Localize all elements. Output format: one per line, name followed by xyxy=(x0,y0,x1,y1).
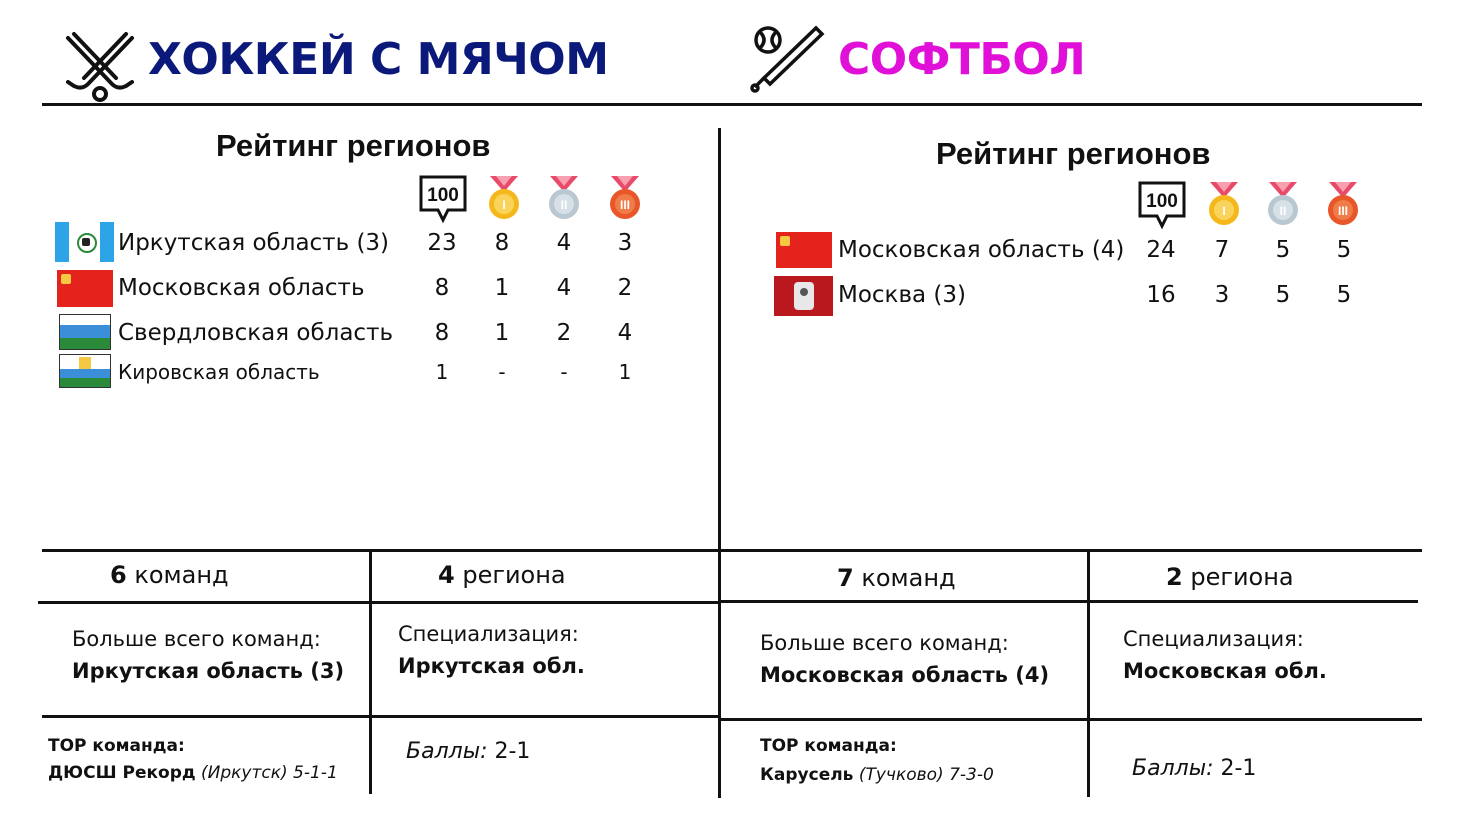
grid-line-low xyxy=(720,718,1422,721)
svg-text:III: III xyxy=(1337,204,1349,218)
right-row-silver: 5 xyxy=(1275,282,1291,308)
right-score-value: 2-1 xyxy=(1220,756,1257,781)
right-top-team-name: Карусель xyxy=(760,765,854,785)
points-100-label: 100 xyxy=(1146,191,1178,212)
left-row-silver: 4 xyxy=(556,230,572,256)
right-spec-label: Специализация: xyxy=(1123,627,1304,651)
right-sport-title: СОФТБОЛ xyxy=(838,34,1086,85)
right-top-team xyxy=(760,765,994,785)
left-row-points: 8 xyxy=(434,275,450,301)
left-spec-value: Иркутская обл. xyxy=(398,654,585,678)
right-teams-number: 7 xyxy=(837,564,854,592)
sverdlovsk-flag-icon xyxy=(59,314,111,350)
bronze-medal-icon xyxy=(605,174,645,224)
left-top-team-city: (Иркутск) 5-1-1 xyxy=(201,763,338,783)
left-row-bronze: 4 xyxy=(617,320,633,346)
left-teams-count xyxy=(110,561,229,589)
left-most-teams-label: Больше всего команд: xyxy=(72,627,321,651)
right-regions-word: региона xyxy=(1190,563,1294,591)
right-top-label: TOP команда: xyxy=(760,736,897,756)
center-divider xyxy=(718,128,721,798)
left-row-gold: 1 xyxy=(494,275,510,301)
svg-text:II: II xyxy=(560,198,568,212)
irkutsk-flag-icon xyxy=(55,222,114,262)
left-row-bronze: 2 xyxy=(617,275,633,301)
right-teams-count xyxy=(837,564,956,592)
left-row-name: Кировская область xyxy=(118,360,320,384)
left-score xyxy=(406,739,530,764)
right-row-silver: 5 xyxy=(1275,237,1291,263)
kirov-flag-icon xyxy=(59,354,111,388)
points-100-icon xyxy=(1137,180,1187,230)
right-most-teams-value: Московская область (4) xyxy=(760,663,1050,687)
left-spec-label: Специализация: xyxy=(398,622,579,646)
bronze-medal-icon xyxy=(1323,180,1363,230)
moscow-flag-icon xyxy=(774,276,833,316)
gold-medal-icon xyxy=(484,174,524,224)
right-row-gold: 3 xyxy=(1214,282,1230,308)
left-regions-count xyxy=(438,561,566,589)
grid-col-divider xyxy=(1087,549,1090,797)
left-row-bronze: 1 xyxy=(618,360,632,384)
header-divider xyxy=(42,103,1422,106)
grid-line-low xyxy=(42,715,720,718)
right-row-points: 16 xyxy=(1146,282,1176,308)
hockey-sticks-icon xyxy=(62,30,138,102)
left-regions-word: региона xyxy=(462,561,566,589)
left-row-gold: - xyxy=(498,360,506,384)
svg-text:II: II xyxy=(1279,204,1287,218)
svg-text:I: I xyxy=(1222,204,1226,218)
right-most-teams-label: Больше всего команд: xyxy=(760,631,1009,655)
left-top-label: TOP команда: xyxy=(48,736,185,756)
silver-medal-icon xyxy=(544,174,584,224)
left-row-points: 8 xyxy=(434,320,450,346)
svg-text:I: I xyxy=(502,198,506,212)
grid-line-top xyxy=(42,549,1422,552)
left-regions-number: 4 xyxy=(438,561,455,589)
grid-col-divider xyxy=(369,549,372,794)
left-row-name: Московская область xyxy=(118,275,365,301)
right-score-label: Баллы: xyxy=(1132,756,1214,781)
right-row-points: 24 xyxy=(1146,237,1176,263)
left-row-name: Иркутская область (3) xyxy=(118,230,390,256)
right-row-bronze: 5 xyxy=(1336,282,1352,308)
right-score xyxy=(1132,756,1256,781)
grid-line-mid xyxy=(38,601,720,604)
right-top-team-city: (Тучково) 7-3-0 xyxy=(858,765,994,785)
silver-medal-icon xyxy=(1263,180,1303,230)
left-score-label: Баллы: xyxy=(406,739,488,764)
right-row-gold: 7 xyxy=(1214,237,1230,263)
points-100-label: 100 xyxy=(427,185,459,206)
left-row-points: 1 xyxy=(435,360,449,384)
moscow-oblast-flag-icon xyxy=(776,232,832,268)
left-top-team xyxy=(48,763,338,783)
left-row-silver: 4 xyxy=(556,275,572,301)
left-top-team-name: ДЮСШ Рекорд xyxy=(48,763,196,783)
left-score-value: 2-1 xyxy=(494,739,531,764)
svg-text:III: III xyxy=(619,198,631,212)
left-row-silver: - xyxy=(560,360,568,384)
softball-bat-icon xyxy=(750,24,826,96)
left-row-gold: 1 xyxy=(494,320,510,346)
right-col-headers xyxy=(1137,180,1367,230)
left-row-bronze: 3 xyxy=(617,230,633,256)
right-regions-number: 2 xyxy=(1166,563,1183,591)
left-teams-number: 6 xyxy=(110,561,127,589)
points-100-icon xyxy=(418,174,468,224)
left-teams-word: команд xyxy=(134,561,229,589)
right-row-name: Московская область (4) xyxy=(838,237,1125,263)
left-row-name: Свердловская область xyxy=(118,320,394,346)
right-row-name: Москва (3) xyxy=(838,282,966,308)
left-sport-title: ХОККЕЙ С МЯЧОМ xyxy=(148,34,609,85)
right-regions-count xyxy=(1166,563,1294,591)
left-most-teams-value: Иркутская область (3) xyxy=(72,659,345,683)
right-teams-word: команд xyxy=(861,564,956,592)
left-row-points: 23 xyxy=(427,230,457,256)
gold-medal-icon xyxy=(1204,180,1244,230)
grid-line-mid xyxy=(720,600,1418,603)
right-spec-value: Московская обл. xyxy=(1123,659,1327,683)
left-row-gold: 8 xyxy=(494,230,510,256)
left-col-headers xyxy=(418,174,648,224)
left-row-silver: 2 xyxy=(556,320,572,346)
right-rating-title: Рейтинг регионов xyxy=(936,136,1211,171)
moscow-oblast-flag-icon xyxy=(57,270,113,307)
right-row-bronze: 5 xyxy=(1336,237,1352,263)
left-rating-title: Рейтинг регионов xyxy=(216,128,491,163)
